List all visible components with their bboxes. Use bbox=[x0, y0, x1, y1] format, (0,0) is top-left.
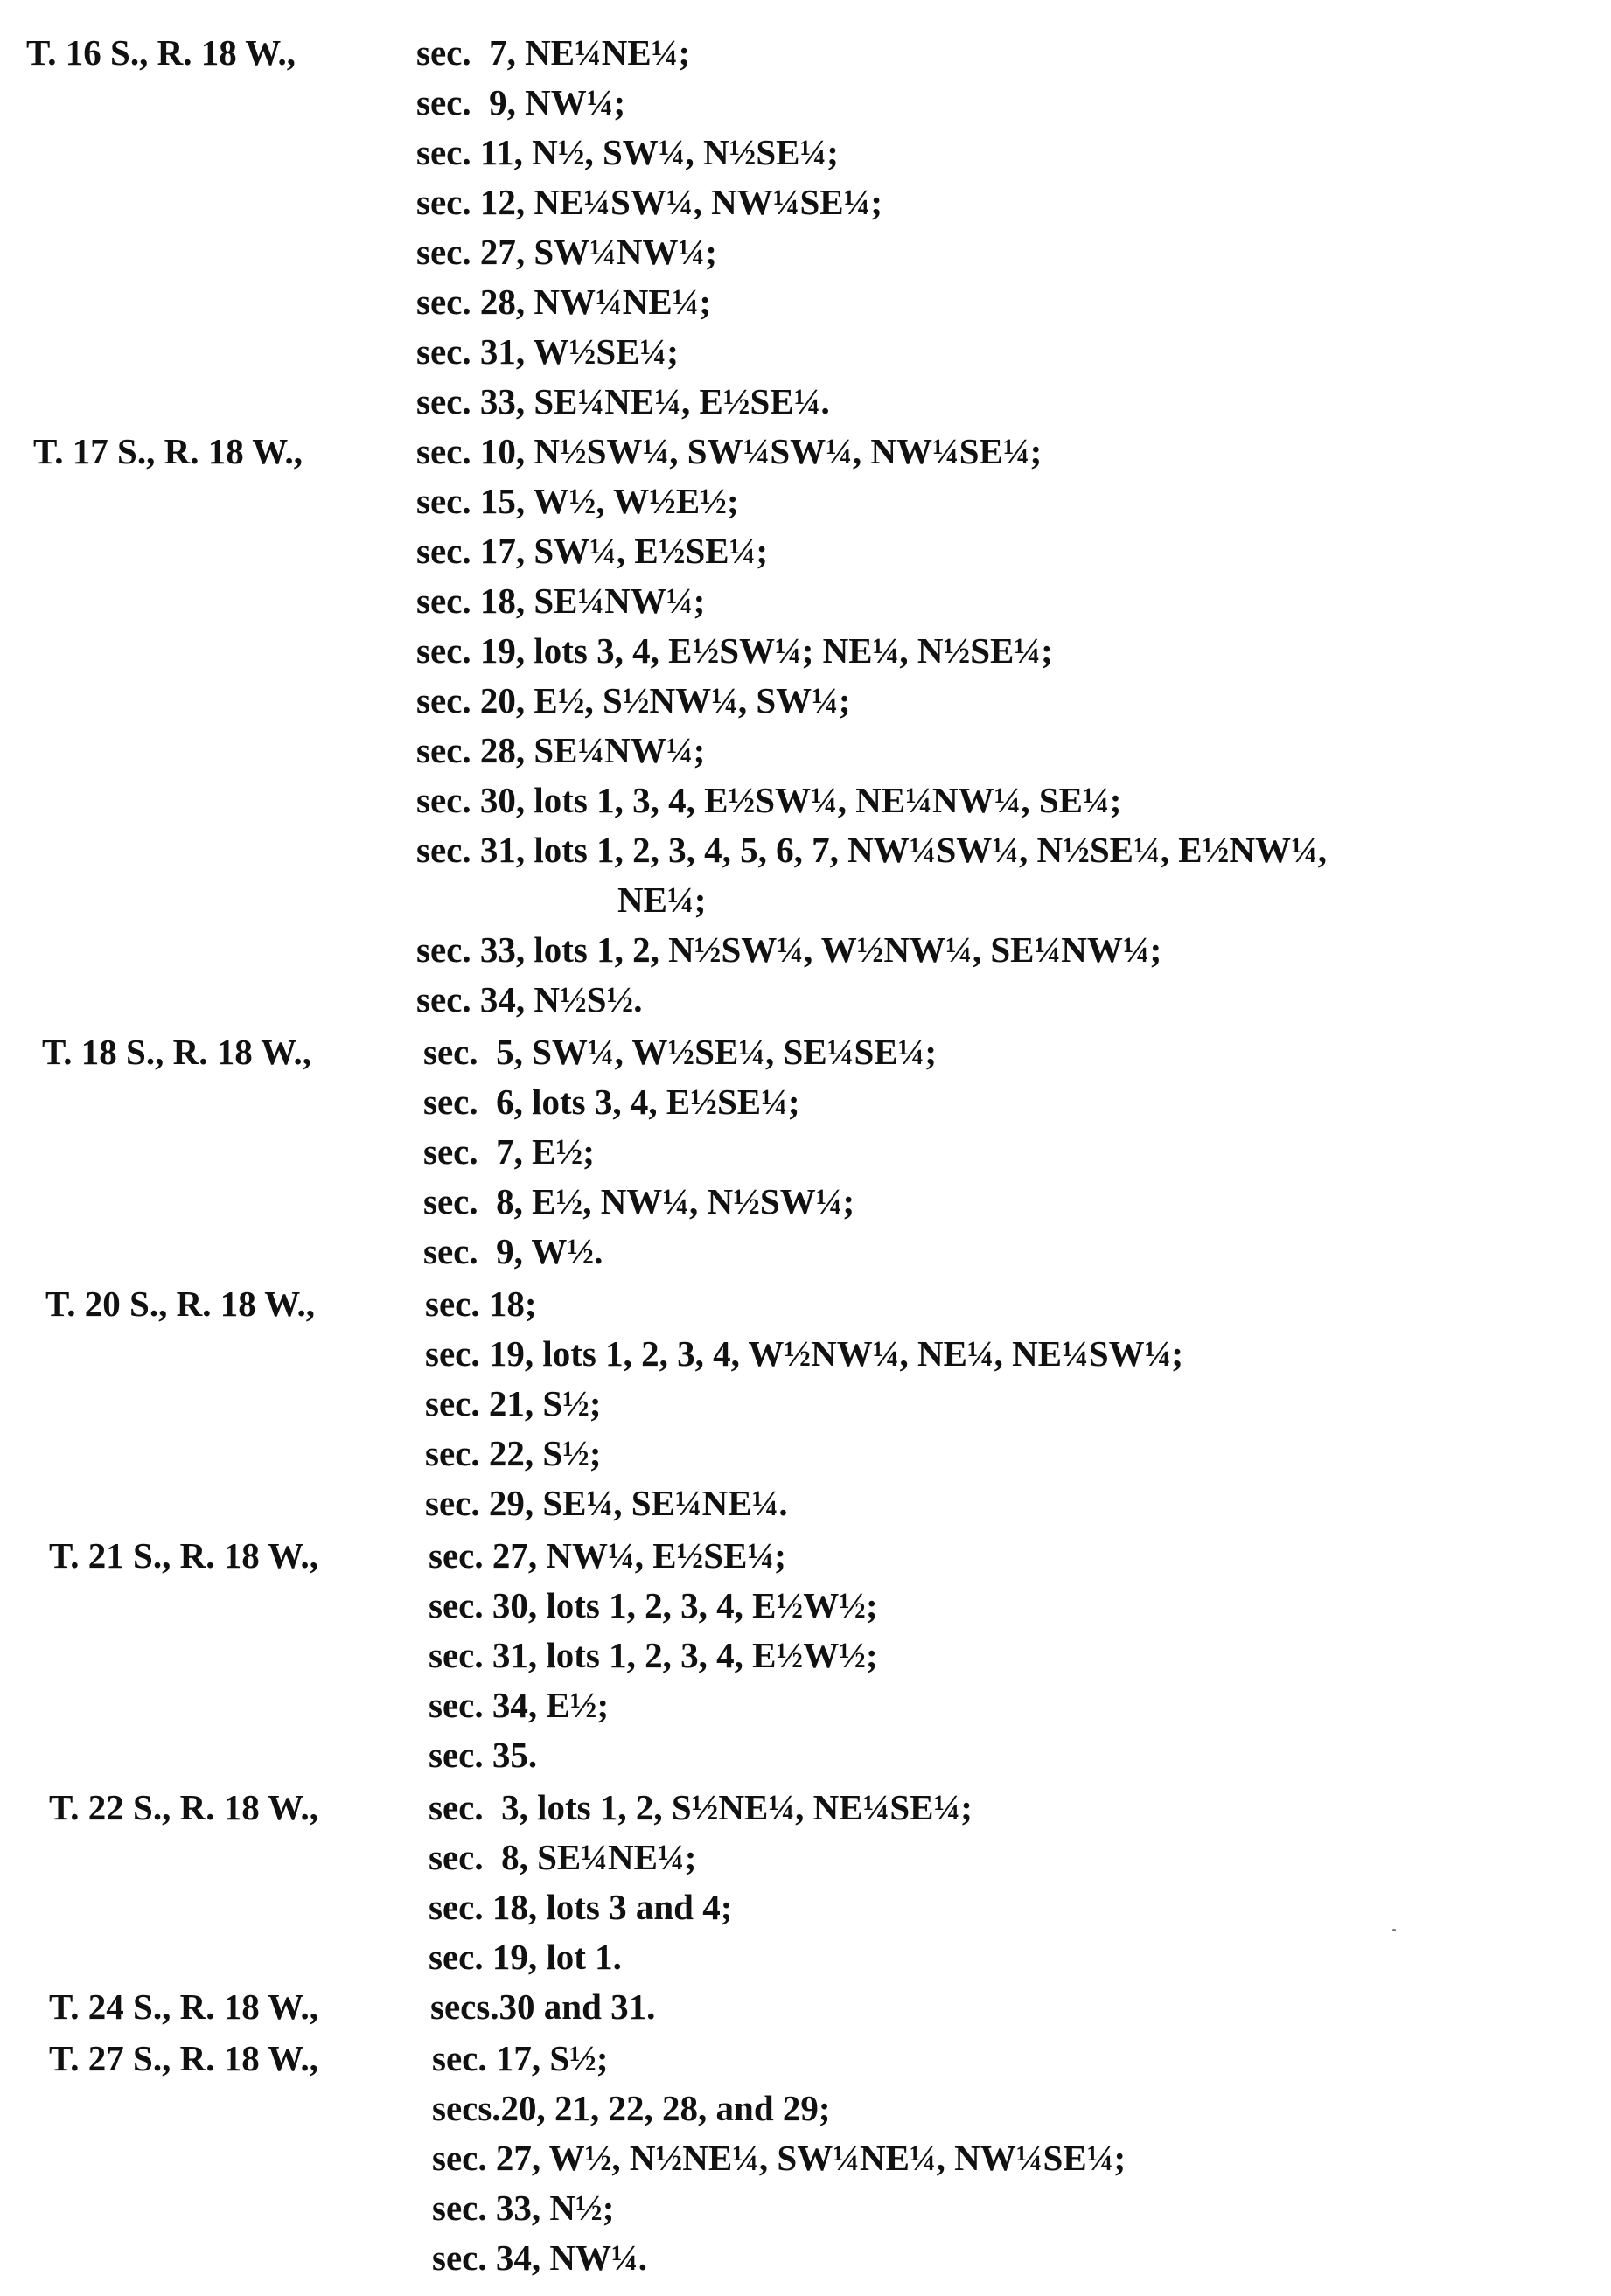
document-line bbox=[0, 1730, 1611, 1780]
document-line bbox=[0, 78, 1611, 128]
section-entry: sec. 31, W½SE¼; bbox=[416, 331, 679, 372]
document-line bbox=[0, 1982, 1611, 2032]
township-label: T. 16 S., R. 18 W., bbox=[26, 32, 296, 73]
township-label: T. 22 S., R. 18 W., bbox=[49, 1787, 318, 1827]
section-entry: sec. 27, SW¼NW¼; bbox=[416, 232, 717, 272]
document-line bbox=[0, 1177, 1611, 1227]
document-line bbox=[0, 1077, 1611, 1127]
document-line bbox=[0, 776, 1611, 825]
document-line bbox=[0, 1631, 1611, 1680]
document-line bbox=[0, 2034, 1611, 2084]
section-entry: sec. 17, S½; bbox=[432, 2038, 609, 2078]
document-line bbox=[0, 1581, 1611, 1631]
section-entry: sec. 9, NW¼; bbox=[416, 82, 626, 122]
section-entry-continuation: NE¼; bbox=[617, 880, 707, 920]
section-entry: sec. 18, lots 3 and 4; bbox=[429, 1887, 733, 1927]
document-line bbox=[0, 726, 1611, 776]
section-entry: sec. 7, NE¼NE¼; bbox=[416, 32, 691, 73]
document-line bbox=[0, 2133, 1611, 2183]
document-line bbox=[0, 1379, 1611, 1429]
document-line bbox=[0, 825, 1611, 875]
township-label: T. 27 S., R. 18 W., bbox=[49, 2038, 318, 2078]
section-entry: secs.20, 21, 22, 28, and 29; bbox=[432, 2088, 831, 2128]
section-entry: sec. 19, lots 1, 2, 3, 4, W½NW¼, NE¼, NE¼SW¼; bbox=[425, 1333, 1184, 1374]
section-entry: sec. 33, SE¼NE¼, E½SE¼. bbox=[416, 381, 830, 421]
document-line bbox=[0, 2084, 1611, 2133]
section-entry: sec. 31, lots 1, 2, 3, 4, E½W½; bbox=[429, 1635, 878, 1675]
document-line bbox=[0, 626, 1611, 676]
document-line bbox=[0, 1127, 1611, 1177]
document-line bbox=[0, 1027, 1611, 1077]
document-line bbox=[0, 1329, 1611, 1379]
document-line bbox=[0, 1478, 1611, 1528]
section-entry: sec. 11, N½, SW¼, N½SE¼; bbox=[416, 132, 839, 172]
section-entry: sec. 34, N½S½. bbox=[416, 979, 643, 1019]
document-line bbox=[0, 925, 1611, 975]
section-entry: sec. 28, SE¼NW¼; bbox=[416, 730, 706, 770]
section-entry: sec. 6, lots 3, 4, E½SE¼; bbox=[423, 1082, 800, 1122]
section-entry: sec. 8, SE¼NE¼; bbox=[429, 1837, 697, 1877]
document-line bbox=[0, 1227, 1611, 1277]
section-entry: sec. 19, lot 1. bbox=[429, 1937, 622, 1977]
print-speck bbox=[1392, 1929, 1396, 1931]
document-line bbox=[0, 1783, 1611, 1833]
section-entry: sec. 31, lots 1, 2, 3, 4, 5, 6, 7, NW¼SW¼, N½SE¼, E½NW¼, bbox=[416, 830, 1327, 870]
section-entry: sec. 10, N½SW¼, SW¼SW¼, NW¼SE¼; bbox=[416, 431, 1043, 471]
section-entry: sec. 28, NW¼NE¼; bbox=[416, 282, 712, 322]
section-entry: sec. 5, SW¼, W½SE¼, SE¼SE¼; bbox=[423, 1032, 938, 1072]
section-entry: sec. 9, W½. bbox=[423, 1231, 603, 1271]
document-line bbox=[0, 427, 1611, 477]
section-entry: sec. 34, E½; bbox=[429, 1685, 610, 1725]
section-entry: sec. 17, SW¼, E½SE¼; bbox=[416, 531, 769, 571]
section-entry: sec. 8, E½, NW¼, N½SW¼; bbox=[423, 1181, 855, 1221]
document-line bbox=[0, 2233, 1611, 2283]
section-entry: sec. 15, W½, W½E½; bbox=[416, 481, 739, 521]
section-entry: sec. 35. bbox=[429, 1735, 538, 1775]
township-label: T. 18 S., R. 18 W., bbox=[42, 1032, 311, 1072]
document-line bbox=[0, 477, 1611, 526]
section-entry: sec. 22, S½; bbox=[425, 1433, 602, 1473]
township-label: T. 24 S., R. 18 W., bbox=[49, 1986, 318, 2027]
section-entry: sec. 21, S½; bbox=[425, 1383, 602, 1423]
section-entry: sec. 29, SE¼, SE¼NE¼. bbox=[425, 1483, 788, 1523]
section-entry: secs.30 and 31. bbox=[430, 1986, 656, 2027]
section-entry: sec. 18; bbox=[425, 1284, 537, 1324]
section-entry: sec. 30, lots 1, 3, 4, E½SW¼, NE¼NW¼, SE¼; bbox=[416, 780, 1122, 820]
document-line bbox=[0, 576, 1611, 626]
document-line bbox=[0, 177, 1611, 227]
township-label: T. 20 S., R. 18 W., bbox=[45, 1284, 315, 1324]
document-line bbox=[0, 1531, 1611, 1581]
document-line bbox=[0, 277, 1611, 327]
section-entry: sec. 34, NW¼. bbox=[432, 2237, 647, 2278]
document-line bbox=[0, 1680, 1611, 1730]
section-entry: sec. 18, SE¼NW¼; bbox=[416, 581, 706, 621]
section-entry: sec. 12, NE¼SW¼, NW¼SE¼; bbox=[416, 182, 883, 222]
township-label: T. 17 S., R. 18 W., bbox=[33, 431, 303, 471]
document-line bbox=[0, 2183, 1611, 2233]
document-line bbox=[0, 1932, 1611, 1982]
document-line bbox=[0, 1833, 1611, 1882]
document-line bbox=[0, 1279, 1611, 1329]
section-entry: sec. 20, E½, S½NW¼, SW¼; bbox=[416, 680, 851, 720]
document-line bbox=[0, 875, 1611, 925]
document-line bbox=[0, 526, 1611, 576]
section-entry: sec. 3, lots 1, 2, S½NE¼, NE¼SE¼; bbox=[429, 1787, 973, 1827]
section-entry: sec. 7, E½; bbox=[423, 1131, 595, 1172]
section-entry: sec. 33, lots 1, 2, N½SW¼, W½NW¼, SE¼NW¼; bbox=[416, 929, 1162, 970]
section-entry: sec. 33, N½; bbox=[432, 2188, 615, 2228]
township-label: T. 21 S., R. 18 W., bbox=[49, 1535, 318, 1576]
section-entry: sec. 19, lots 3, 4, E½SW¼; NE¼, N½SE¼; bbox=[416, 630, 1053, 671]
document-line bbox=[0, 28, 1611, 78]
section-entry: sec. 27, W½, N½NE¼, SW¼NE¼, NW¼SE¼; bbox=[432, 2138, 1126, 2178]
document-line bbox=[0, 1882, 1611, 1932]
document-line bbox=[0, 676, 1611, 726]
section-entry: sec. 30, lots 1, 2, 3, 4, E½W½; bbox=[429, 1585, 878, 1625]
document-line bbox=[0, 128, 1611, 177]
document-line bbox=[0, 327, 1611, 377]
document-line bbox=[0, 227, 1611, 277]
document-line bbox=[0, 377, 1611, 427]
document-line bbox=[0, 975, 1611, 1025]
document-line bbox=[0, 1429, 1611, 1478]
section-entry: sec. 27, NW¼, E½SE¼; bbox=[429, 1535, 786, 1576]
